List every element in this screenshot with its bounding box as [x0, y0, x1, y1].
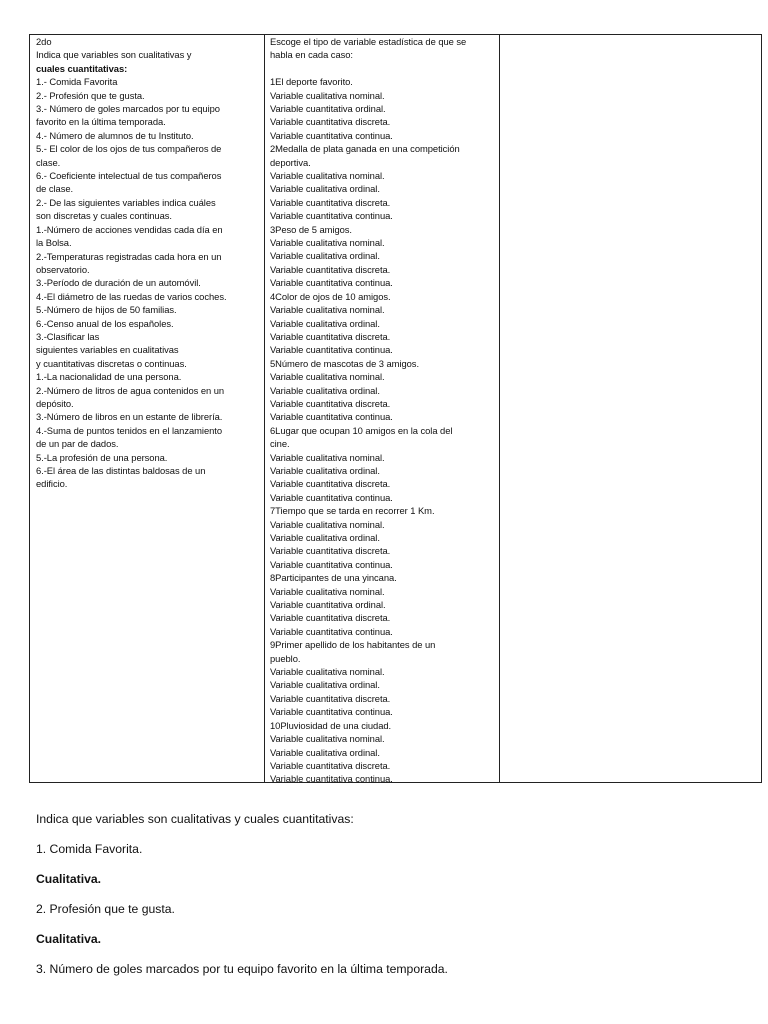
- text-line: Variable cuantitativa continua.: [270, 773, 393, 782]
- text-line: 1.-Número de acciones vendidas cada día en: [36, 223, 223, 235]
- text-line: Variable cualitativa ordinal.: [270, 532, 380, 544]
- text-line: la Bolsa.: [36, 237, 72, 249]
- text-line: pueblo.: [270, 652, 301, 664]
- blank-line: [270, 62, 495, 75]
- text-line: Variable cualitativa ordinal.: [270, 250, 380, 262]
- text-line: favorito en la última temporada.: [36, 116, 166, 128]
- text-line: 5.-La profesión de una persona.: [36, 451, 168, 463]
- text-line: 2.- De las siguientes variables indica cuáles: [36, 196, 216, 208]
- text-line: 2.-Temperaturas registradas cada hora en un: [36, 250, 222, 262]
- text-line: 9Primer apellido de los habitantes de un: [270, 639, 436, 651]
- text-line: Variable cuantitativa continua.: [270, 411, 393, 423]
- text-line: Variable cuantitativa continua.: [270, 491, 393, 503]
- text-line: 4Color de ojos de 10 amigos.: [270, 290, 391, 302]
- text-line: 1.- Comida Favorita: [36, 76, 118, 88]
- text-line: Variable cuantitativa discreta.: [270, 196, 391, 208]
- text-line: 2Medalla de plata ganada en una competición: [270, 143, 460, 155]
- answer-line: Cualitativa.: [36, 932, 102, 946]
- text-line: Variable cualitativa nominal.: [270, 170, 385, 182]
- text-line: 1El deporte favorito.: [270, 76, 353, 88]
- answer-line: 2. Profesión que te gusta.: [36, 902, 175, 916]
- answers-section: [36, 812, 736, 992]
- text-line: 1.-La nacionalidad de una persona.: [36, 371, 182, 383]
- text-line: clase.: [36, 156, 61, 168]
- text-line: Variable cuantitativa discreta.: [270, 263, 391, 275]
- text-line: edificio.: [36, 478, 68, 490]
- text-line: cuales cuantitativas:: [36, 62, 128, 74]
- text-line: depósito.: [36, 397, 74, 409]
- text-line: 3.-Clasificar las: [36, 330, 100, 342]
- text-line: Variable cualitativa nominal.: [270, 237, 385, 249]
- text-line: Variable cuantitativa ordinal.: [270, 103, 386, 115]
- text-line: 5.- El color de los ojos de tus compañeros de: [36, 143, 222, 155]
- answer-line: 3. Número de goles marcados por tu equipo favorito en la última temporada.: [36, 962, 448, 976]
- text-line: siguientes variables en cualitativas: [36, 344, 179, 356]
- text-line: Variable cualitativa nominal.: [270, 89, 385, 101]
- text-line: 3.-Número de libros en un estante de librería.: [36, 411, 223, 423]
- text-line: Variable cualitativa ordinal.: [270, 464, 380, 476]
- text-line: habla en cada caso:: [270, 49, 353, 61]
- empty-answer-column: [500, 35, 761, 782]
- text-line: Variable cualitativa nominal.: [270, 585, 385, 597]
- answer-line: Cualitativa.: [36, 872, 102, 886]
- text-line: 10Pluviosidad de una ciudad.: [270, 719, 392, 731]
- text-line: Variable cualitativa nominal.: [270, 371, 385, 383]
- text-line: Variable cuantitativa continua.: [270, 277, 393, 289]
- text-line: 6.- Coeficiente intelectual de tus compañeros: [36, 170, 222, 182]
- text-line: Variable cualitativa ordinal.: [270, 384, 380, 396]
- text-line: 4.- Número de alumnos de tu Instituto.: [36, 129, 194, 141]
- text-line: 7Tiempo que se tarda en recorrer 1 Km.: [270, 505, 435, 517]
- text-line: Variable cuantitativa continua.: [270, 210, 393, 222]
- text-line: Variable cuantitativa discreta.: [270, 478, 391, 490]
- text-line: Variable cuantitativa discreta.: [270, 759, 391, 771]
- text-line: Variable cualitativa ordinal.: [270, 746, 380, 758]
- text-line: 6Lugar que ocupan 10 amigos en la cola del: [270, 424, 453, 436]
- text-line: 5.-Número de hijos de 50 familias.: [36, 304, 177, 316]
- answer-line: Indica que variables son cualitativas y cuales cuantitativas:: [36, 812, 354, 826]
- text-line: Variable cuantitativa discreta.: [270, 692, 391, 704]
- text-line: de clase.: [36, 183, 74, 195]
- text-line: Indica que variables son cualitativas y: [36, 49, 192, 61]
- text-line: Variable cualitativa nominal.: [270, 304, 385, 316]
- text-line: Variable cuantitativa discreta.: [270, 330, 391, 342]
- text-line: Variable cualitativa nominal.: [270, 518, 385, 530]
- text-line: Variable cuantitativa continua.: [270, 706, 393, 718]
- text-line: Variable cuantitativa continua.: [270, 558, 393, 570]
- text-line: Variable cuantitativa discreta.: [270, 612, 391, 624]
- text-line: Variable cualitativa ordinal.: [270, 679, 380, 691]
- text-line: Variable cualitativa ordinal.: [270, 317, 380, 329]
- text-line: Variable cuantitativa continua.: [270, 625, 393, 637]
- text-line: 4.-Suma de puntos tenidos en el lanzamiento: [36, 424, 222, 436]
- answer-line: 1. Comida Favorita.: [36, 842, 143, 856]
- text-line: 5Número de mascotas de 3 amigos.: [270, 357, 419, 369]
- text-line: Variable cuantitativa ordinal.: [270, 599, 386, 611]
- text-line: 2.-Número de litros de agua contenidos en un: [36, 384, 225, 396]
- text-line: Variable cualitativa ordinal.: [270, 183, 380, 195]
- text-line: y cuantitativas discretas o continuas.: [36, 357, 187, 369]
- text-line: Variable cuantitativa continua.: [270, 129, 393, 141]
- text-line: de un par de dados.: [36, 438, 119, 450]
- text-line: 2do: [36, 36, 52, 47]
- text-line: 6.-El área de las distintas baldosas de un: [36, 465, 206, 476]
- text-line: deportiva.: [270, 156, 311, 168]
- text-line: 3.- Número de goles marcados por tu equipo: [36, 103, 220, 115]
- text-line: Variable cualitativa nominal.: [270, 666, 385, 678]
- text-line: Variable cualitativa nominal.: [270, 451, 385, 463]
- text-line: son discretas y cuales continuas.: [36, 210, 172, 222]
- text-line: observatorio.: [36, 263, 90, 275]
- text-line: 4.-El diámetro de las ruedas de varios coches.: [36, 290, 227, 302]
- exercise-column-variable-types: [265, 35, 500, 782]
- text-line: Variable cuantitativa continua.: [270, 344, 393, 356]
- text-line: 6.-Censo anual de los españoles.: [36, 317, 174, 329]
- text-line: 2.- Profesión que te gusta.: [36, 89, 145, 101]
- text-line: Variable cuantitativa discreta.: [270, 545, 391, 557]
- text-line: Escoge el tipo de variable estadística de que se: [270, 36, 467, 47]
- text-line: 3.-Período de duración de un automóvil.: [36, 277, 201, 289]
- exercise-table: [29, 34, 762, 783]
- text-line: 3Peso de 5 amigos.: [270, 223, 352, 235]
- text-line: Variable cuantitativa discreta.: [270, 397, 391, 409]
- text-line: Variable cualitativa nominal.: [270, 733, 385, 745]
- text-line: Variable cuantitativa discreta.: [270, 116, 391, 128]
- text-line: cine.: [270, 438, 290, 450]
- text-line: 8Participantes de una yincana.: [270, 572, 397, 584]
- exercise-column-questions: [30, 35, 265, 782]
